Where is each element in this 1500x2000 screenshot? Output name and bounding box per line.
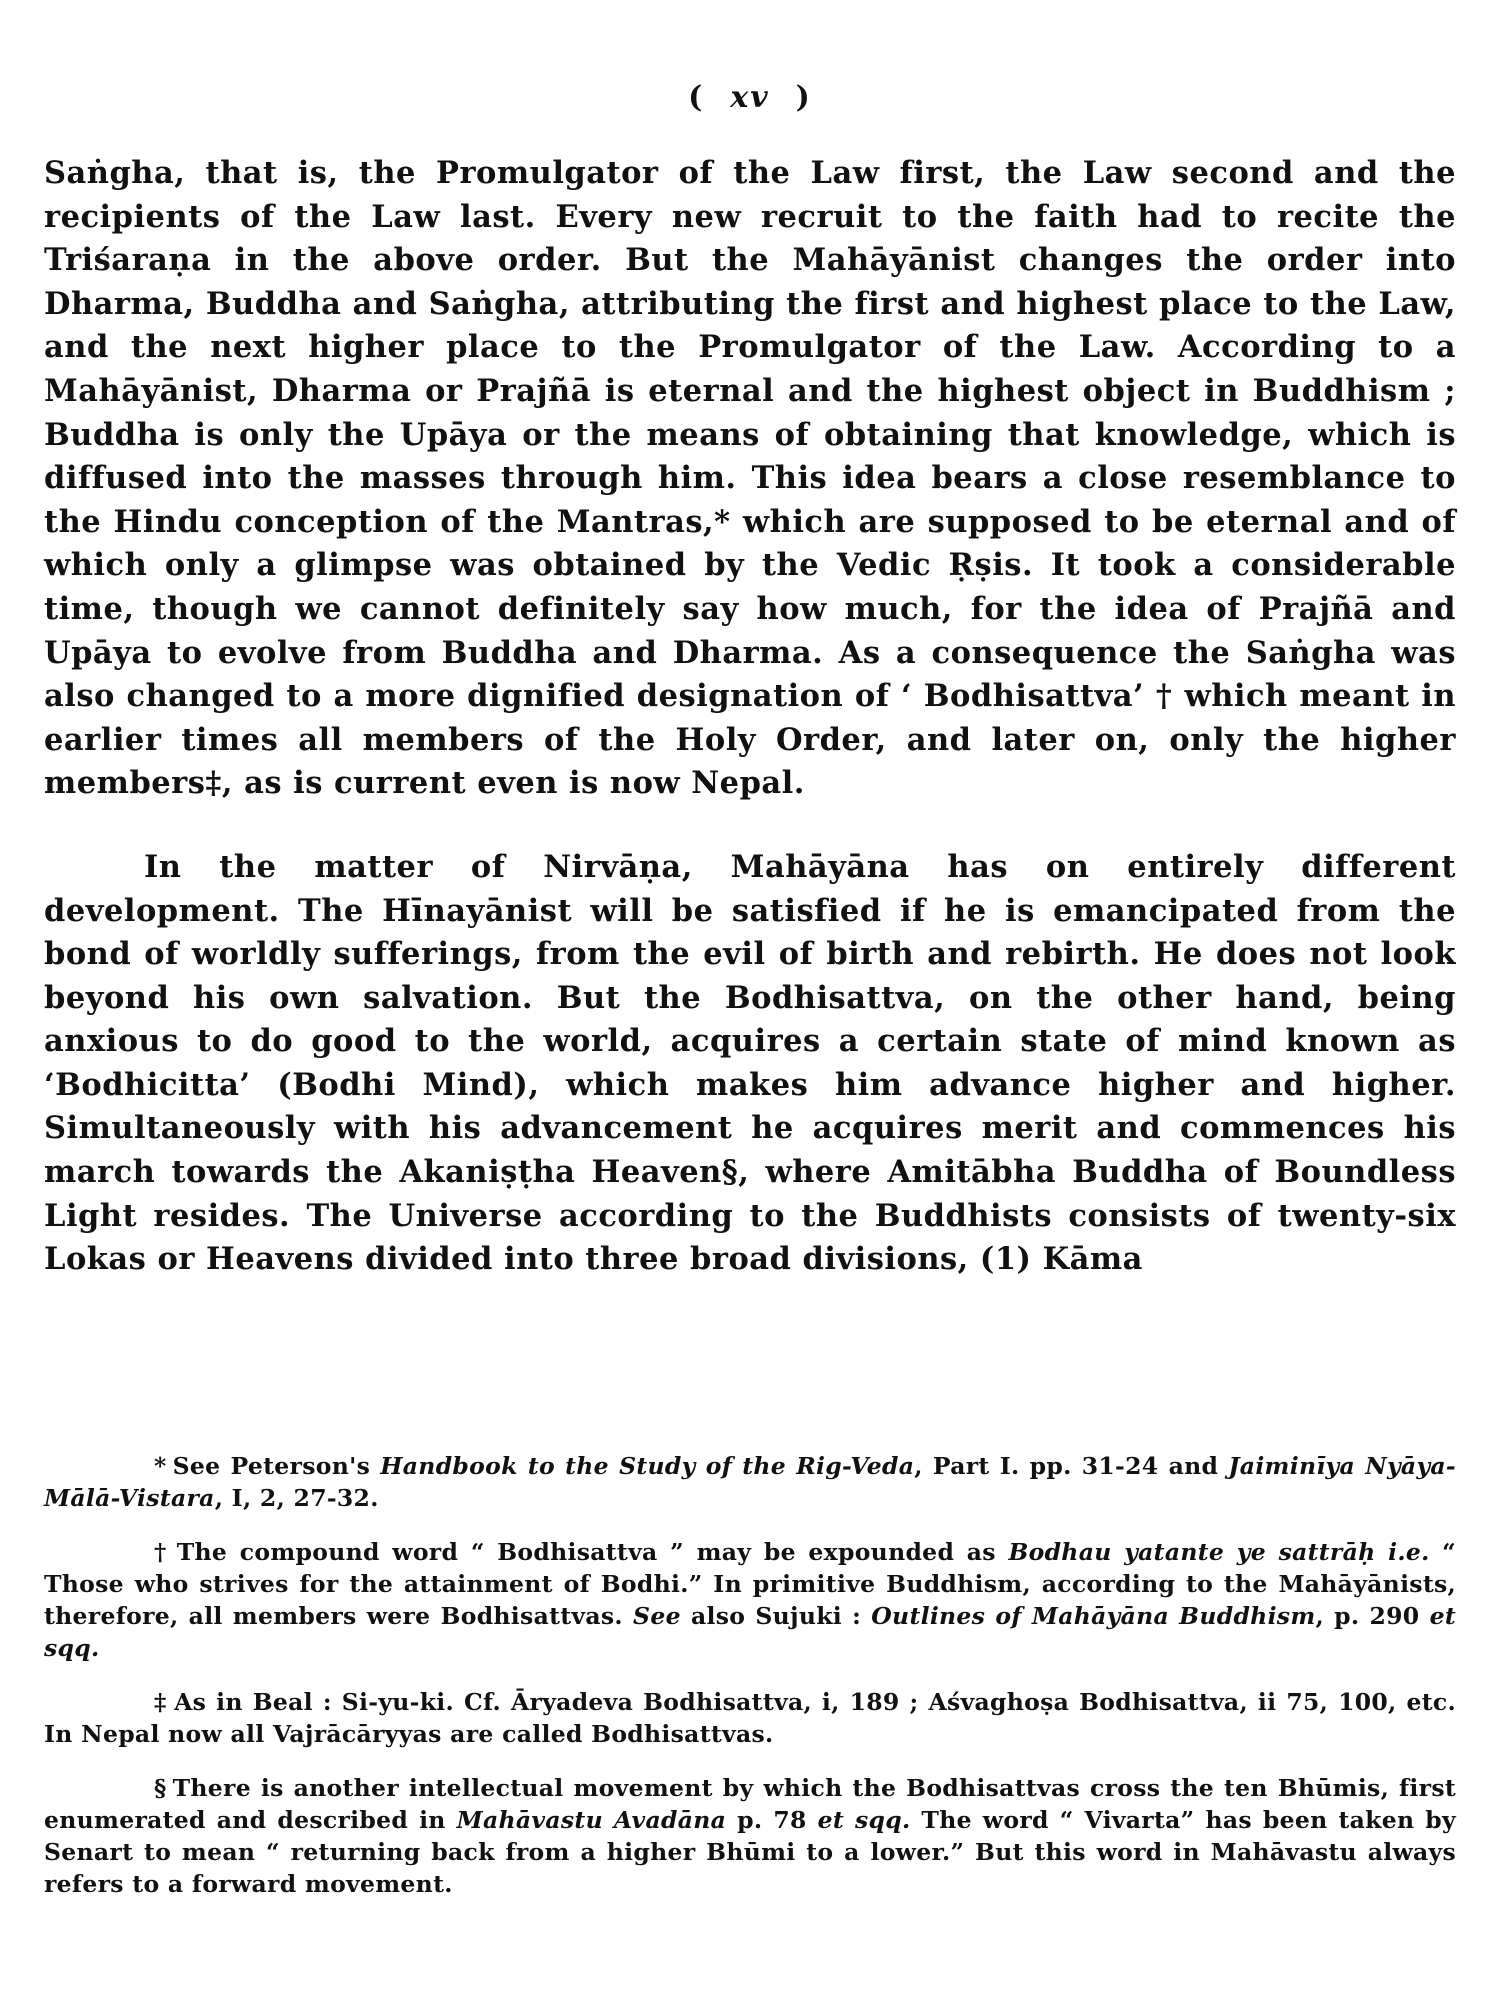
footnote-4-mark: §	[154, 1774, 167, 1802]
body-paragraph-1: Saṅgha, that is, the Promulgator of the Law first, the Law second and the recipients of the Law last. Every new recruit to the faith had to recite the Triśaraṇa in the above order. But the Mahāyānist changes the order into Dharma, Buddha and Saṅgha, attributing the first and highest place to the Law, and the next higher place to the Promulgator of the Law. According to a Mahāyānist, Dharma or Prajñā is eternal and the highest object in Buddhism ; Buddha is only the Upāya or the means of obtaining that knowledge, which is diffused into the masses through him. This idea bears a close resemblance to the Hindu conception of the Mantras,* which are supposed to be eternal and of which only a glimpse was obtained by the Vedic Ṛṣis. It took a considerable time, though we cannot definitely say how much, for the idea of Prajñā and Upāya to evolve from Buddha and Dharma. As a consequence the Saṅgha was also changed to a more dignified designation of ‘ Bodhisattva’ † which meant in earlier times all members of the Holy Order, and later on, only the higher members‡, as is current even is now Nepal.	[44, 155, 1456, 802]
footnote-4-text-b: p. 78	[726, 1806, 818, 1834]
footnote-4-text-a: There is another intellectual movement by which the Bodhisattvas cross the ten Bhūmis, first enumerated and described in	[44, 1774, 1456, 1834]
page-number-value: xv	[730, 80, 770, 115]
footnote-1-text-a: See Peterson's	[172, 1452, 381, 1480]
footnote-2-text-a: The compound word “ Bodhisattva ” may be expounded as	[176, 1538, 1009, 1566]
body-paragraph-2: In the matter of Nirvāṇa, Mahāyāna has on entirely different development. The Hīnayānist will be satisfied if he is emancipated from the bond of worldly sufferings, from the evil of birth and rebirth. He does not look beyond his own salvation. But the Bodhisattva, on the other hand, being anxious to do good to the world, acquires a certain state of mind known as ‘Bodhicitta’ (Bodhi Mind), which makes him advance higher and higher. Simultaneously with his advancement he acquires merit and commences his march towards the Akaniṣṭha Heaven§, where Amitābha Buddha of Boundless Light resides. The Universe according to the Buddhists consists of twenty-six Lokas or Heavens divided into three broad divisions, (1) Kāma	[44, 848, 1456, 1278]
footnote-2-italic-c: Outlines of Mahāyāna Buddhism	[871, 1602, 1316, 1630]
footnote-1-title-b: Jaiminīya Nyāya-Mālā-Vistara	[44, 1452, 1456, 1512]
footnote-2-text-c: also Sujuki :	[680, 1602, 872, 1630]
footnote-2-text-b: “ Those who strives for the attainment of Bodhi.” In primitive Buddhism, according to the Mahāyānists, therefore, all members were Bodhisattvas.	[44, 1538, 1456, 1630]
page-number	[0, 80, 1500, 115]
footnote-4	[44, 1772, 1456, 1900]
footnote-1-title-a: Handbook to the Study of the Rig-Veda	[380, 1452, 915, 1480]
footnotes	[44, 1450, 1456, 1922]
footnote-2-italic-d: et sqq.	[44, 1602, 1456, 1662]
footnote-4-text-c: The word “ Vivarta” has been taken by Senart to mean “ returning back from a higher Bhūmi to a lower.” But this word in Mahāvastu always refers to a forward movement.	[44, 1806, 1456, 1898]
footnote-2-text-d: , p. 290	[1315, 1602, 1430, 1630]
footnote-1-mark: *	[154, 1452, 167, 1480]
footnote-2-italic-b: See	[633, 1602, 681, 1630]
footnote-2-mark: †	[154, 1538, 171, 1566]
footnote-2	[44, 1536, 1456, 1664]
footnote-3	[44, 1686, 1456, 1750]
footnote-1-text-c: , I, 2, 27-32.	[214, 1484, 379, 1512]
footnote-3-text: As in Beal : Si-yu-ki. Cf. Āryadeva Bodhisattva, i, 189 ; Aśvaghoṣa Bodhisattva, ii 75, 100, etc. In Nepal now all Vajrācāryyas are called Bodhisattvas.	[44, 1688, 1456, 1748]
footnote-3-mark: ‡	[154, 1688, 169, 1716]
footnote-2-italic-a: Bodhau yatante ye sattrāḥ i.e.	[1008, 1538, 1430, 1566]
footnote-1	[44, 1450, 1456, 1514]
page-number-close-paren: )	[795, 80, 812, 115]
main-text	[44, 152, 1456, 1282]
footnote-4-italic-b: et sqq.	[817, 1806, 911, 1834]
page-number-open-paren: (	[688, 80, 705, 115]
footnote-4-italic-a: Mahāvastu Avadāna	[456, 1806, 727, 1834]
footnote-1-text-b: , Part I. pp. 31-24 and	[914, 1452, 1229, 1480]
